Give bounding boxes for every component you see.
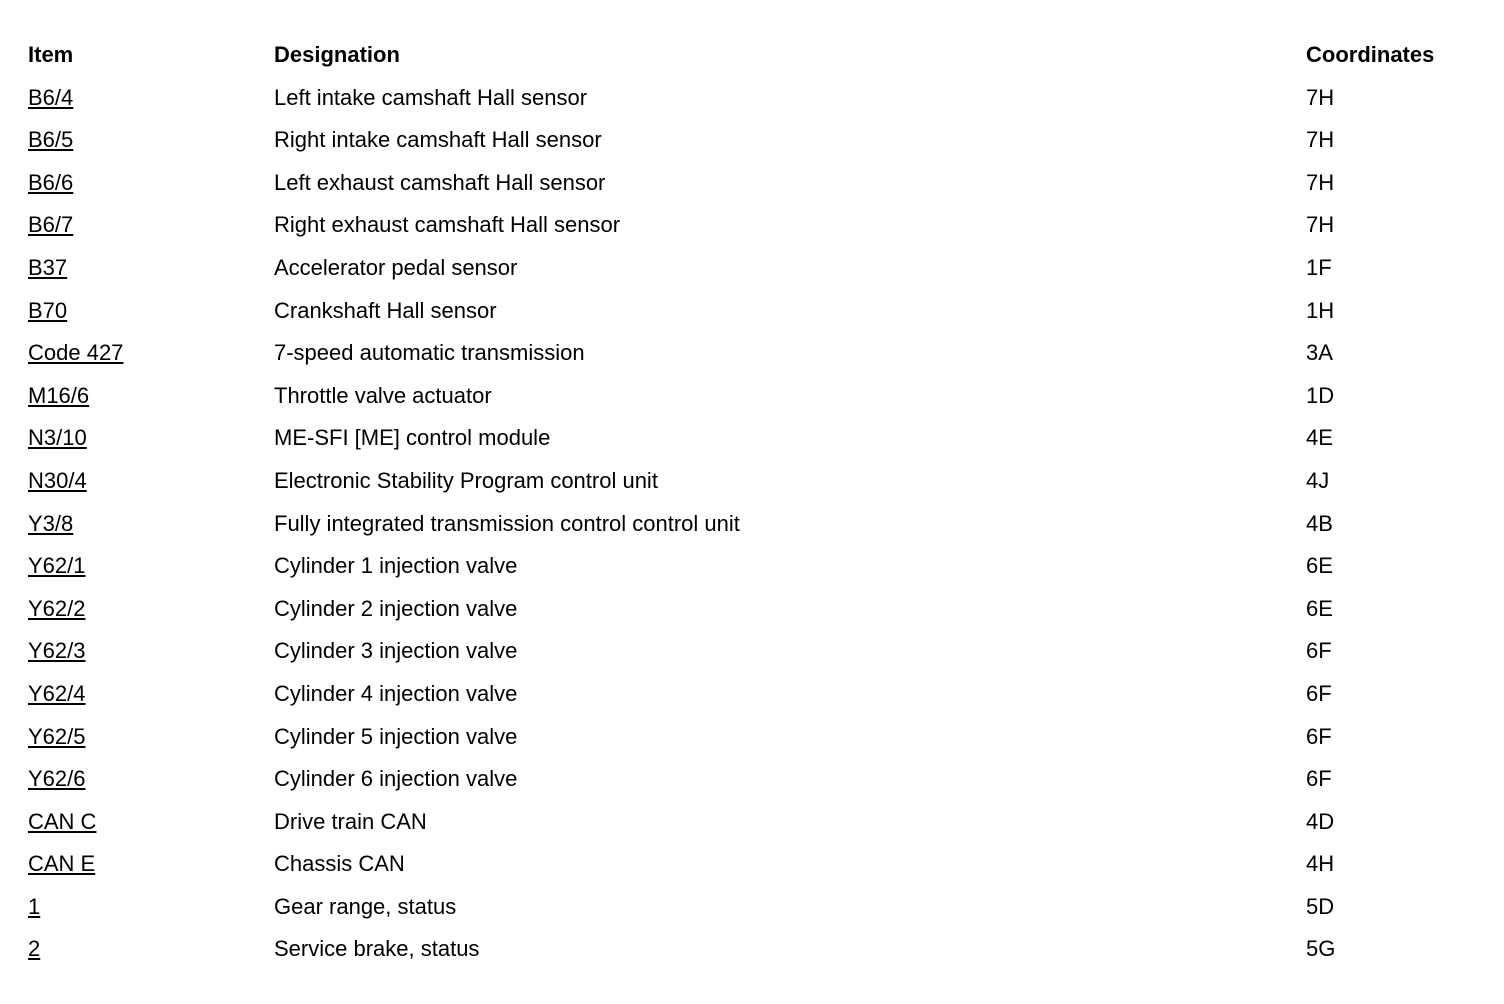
coordinates-cell: 1D xyxy=(1306,382,1335,408)
item-link[interactable]: B37 xyxy=(28,254,68,280)
designation-cell: Cylinder 6 injection valve xyxy=(274,766,518,792)
designation-cell: Cylinder 2 injection valve xyxy=(274,595,518,621)
item-link[interactable]: 2 xyxy=(28,936,41,962)
table-header xyxy=(28,36,1468,79)
designation-cell: Chassis CAN xyxy=(274,851,405,877)
coordinates-cell: 7H xyxy=(1306,84,1335,110)
header-item: Item xyxy=(28,42,74,67)
coordinates-cell: 4J xyxy=(1306,467,1330,493)
coordinates-cell: 4D xyxy=(1306,808,1335,834)
item-link[interactable]: Code 427 xyxy=(28,340,124,366)
designation-cell: Electronic Stability Program control unit xyxy=(274,467,658,493)
item-link[interactable]: Y62/1 xyxy=(28,553,86,579)
coordinates-cell: 7H xyxy=(1306,169,1335,195)
table-row xyxy=(28,718,1468,761)
table-row xyxy=(28,505,1468,548)
coordinates-cell: 1F xyxy=(1306,254,1332,280)
designation-cell: Throttle valve actuator xyxy=(274,382,492,408)
coordinates-cell: 5D xyxy=(1306,893,1335,919)
item-link[interactable]: B6/5 xyxy=(28,127,74,153)
table-row xyxy=(28,845,1468,888)
designation-cell: 7-speed automatic transmission xyxy=(274,340,585,366)
header-coordinates: Coordinates xyxy=(1306,42,1435,67)
table-row xyxy=(28,547,1468,590)
table-row xyxy=(28,334,1468,377)
designation-cell: Crankshaft Hall sensor xyxy=(274,297,497,323)
item-link[interactable]: N3/10 xyxy=(28,425,87,451)
item-link[interactable]: B70 xyxy=(28,297,68,323)
item-link[interactable]: Y62/5 xyxy=(28,723,86,749)
table-row xyxy=(28,292,1468,335)
coordinates-cell: 5G xyxy=(1306,936,1336,962)
item-link[interactable]: Y62/2 xyxy=(28,595,86,621)
table-row xyxy=(28,930,1468,973)
table-row xyxy=(28,79,1468,122)
designation-cell: Right intake camshaft Hall sensor xyxy=(274,127,602,153)
item-link[interactable]: Y62/3 xyxy=(28,638,86,664)
table-row xyxy=(28,419,1468,462)
table-row xyxy=(28,803,1468,846)
designation-cell: ME-SFI [ME] control module xyxy=(274,425,551,451)
item-link[interactable]: N30/4 xyxy=(28,467,87,493)
item-link[interactable]: Y3/8 xyxy=(28,510,74,536)
designation-cell: Gear range, status xyxy=(274,893,457,919)
designation-cell: Right exhaust camshaft Hall sensor xyxy=(274,212,621,238)
coordinates-cell: 6F xyxy=(1306,680,1332,706)
coordinates-cell: 6E xyxy=(1306,553,1333,579)
coordinates-cell: 6E xyxy=(1306,595,1333,621)
coordinates-cell: 1H xyxy=(1306,297,1335,323)
item-link[interactable]: CAN C xyxy=(28,808,97,834)
item-link[interactable]: CAN E xyxy=(28,851,96,877)
designation-cell: Service brake, status xyxy=(274,936,480,962)
table-row xyxy=(28,675,1468,718)
item-link[interactable]: 1 xyxy=(28,893,41,919)
coordinates-cell: 4E xyxy=(1306,425,1333,451)
item-link[interactable]: B6/7 xyxy=(28,212,74,238)
table-row xyxy=(28,121,1468,164)
table-row xyxy=(28,760,1468,803)
coordinates-cell: 3A xyxy=(1306,340,1333,366)
designation-cell: Accelerator pedal sensor xyxy=(274,254,518,280)
coordinates-cell: 7H xyxy=(1306,212,1335,238)
designation-cell: Left exhaust camshaft Hall sensor xyxy=(274,169,606,195)
coordinates-cell: 6F xyxy=(1306,723,1332,749)
table-row xyxy=(28,590,1468,633)
legend-table xyxy=(28,36,1468,973)
designation-cell: Cylinder 3 injection valve xyxy=(274,638,518,664)
item-link[interactable]: Y62/6 xyxy=(28,766,86,792)
coordinates-cell: 4H xyxy=(1306,851,1335,877)
coordinates-cell: 6F xyxy=(1306,638,1332,664)
table-row xyxy=(28,164,1468,207)
table-row xyxy=(28,206,1468,249)
coordinates-cell: 6F xyxy=(1306,766,1332,792)
table-row xyxy=(28,377,1468,420)
item-link[interactable]: M16/6 xyxy=(28,382,90,408)
table-row xyxy=(28,632,1468,675)
designation-cell: Cylinder 5 injection valve xyxy=(274,723,518,749)
designation-cell: Fully integrated transmission control control unit xyxy=(274,510,740,536)
designation-cell: Cylinder 4 injection valve xyxy=(274,680,518,706)
designation-cell: Drive train CAN xyxy=(274,808,427,834)
header-designation: Designation xyxy=(274,42,400,67)
table-row xyxy=(28,249,1468,292)
designation-cell: Cylinder 1 injection valve xyxy=(274,553,518,579)
item-link[interactable]: B6/4 xyxy=(28,84,74,110)
coordinates-cell: 7H xyxy=(1306,127,1335,153)
table-row xyxy=(28,462,1468,505)
item-link[interactable]: Y62/4 xyxy=(28,680,86,706)
item-link[interactable]: B6/6 xyxy=(28,169,74,195)
designation-cell: Left intake camshaft Hall sensor xyxy=(274,84,588,110)
coordinates-cell: 4B xyxy=(1306,510,1333,536)
table-row xyxy=(28,888,1468,931)
